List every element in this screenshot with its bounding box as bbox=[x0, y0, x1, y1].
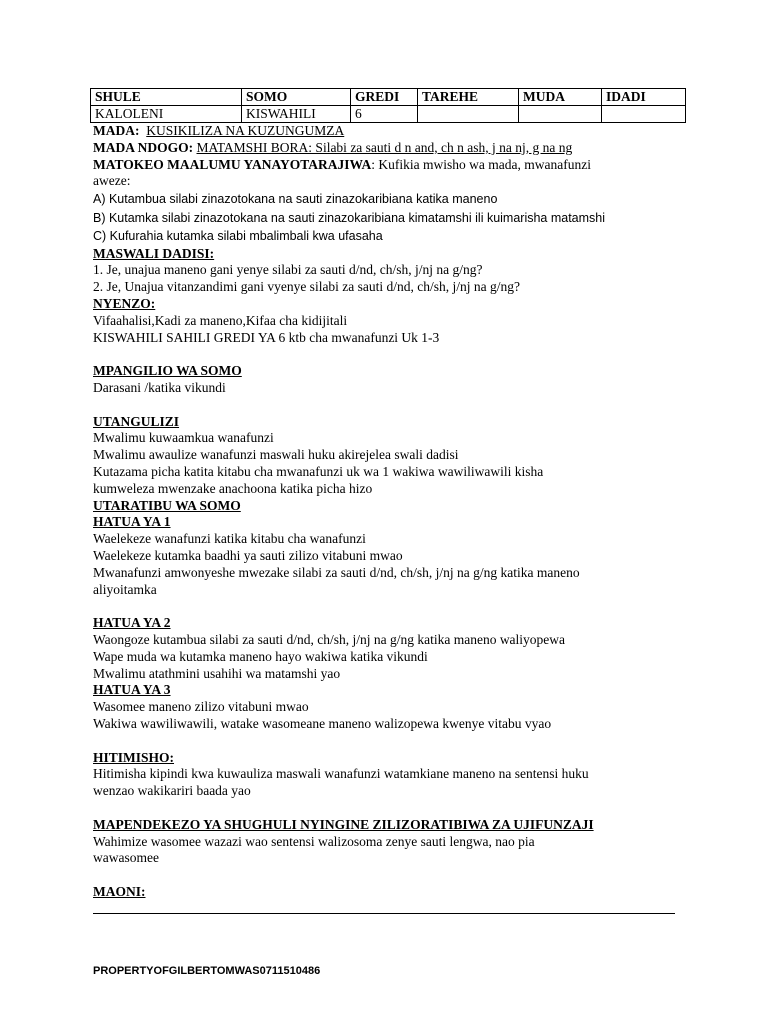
hatua-3-heading: HATUA YA 3 bbox=[93, 682, 171, 698]
value-idadi bbox=[602, 106, 686, 123]
matokeo-label: MATOKEO MAALUMU YANAYOTARAJIWA bbox=[93, 156, 372, 172]
mada-value: KUSIKILIZA NA KUZUNGUMZA bbox=[146, 123, 345, 138]
value-muda bbox=[519, 106, 602, 123]
utangulizi-line-3: Kutazama picha katita kitabu cha mwanafunzi uk wa 1 wakiwa wawiliwawili kisha bbox=[93, 464, 544, 480]
hatua-1-line-3: Mwanafunzi amwonyeshe mwezake silabi za sauti d/nd, ch/sh, j/nj na g/ng katika maneno bbox=[93, 564, 580, 580]
nyenzo-heading: NYENZO: bbox=[93, 296, 156, 312]
mpangilio-heading: MPANGILIO WA SOMO bbox=[93, 363, 242, 379]
spacer bbox=[93, 867, 675, 884]
mada-line bbox=[93, 123, 675, 140]
value-shule: KALOLENI bbox=[91, 106, 242, 123]
nyenzo-line-2: KISWAHILI SAHILI GREDI YA 6 ktb cha mwanafunzi Uk 1-3 bbox=[93, 329, 440, 345]
col-muda: MUDA bbox=[519, 89, 602, 106]
spacer bbox=[93, 598, 675, 615]
maswali-heading: MASWALI DADISI: bbox=[93, 245, 215, 261]
col-gredi: GREDI bbox=[351, 89, 418, 106]
hatua-2-line-3: Mwalimu atathmini usahihi wa matamshi yao bbox=[93, 665, 341, 681]
spacer bbox=[93, 397, 675, 414]
maoni-heading: MAONI: bbox=[93, 883, 146, 899]
hatua-2-line-2: Wape muda wa kutamka maneno hayo wakiwa katika vikundi bbox=[93, 648, 428, 664]
utaratibu-heading: UTARATIBU WA SOMO bbox=[93, 497, 241, 513]
mpangilio-line-1: Darasani /katika vikundi bbox=[93, 380, 226, 396]
hatua-3-line-2: Wakiwa wawiliwawili, watake wasomeane maneno walizopewa kwenye vitabu vyao bbox=[93, 716, 552, 731]
spacer bbox=[93, 800, 675, 817]
hatua-1-line-1: Waelekeze wanafunzi katika kitabu cha wanafunzi bbox=[93, 531, 366, 547]
hatua-1-line-2: Waelekeze kutamka baadhi ya sauti zilizo vitabuni mwao bbox=[93, 548, 403, 564]
matokeo-intro-2: aweze: bbox=[93, 173, 131, 189]
maswali-item-1: 1. Je, unajua maneno gani yenye silabi za sauti d/nd, ch/sh, j/nj na g/ng? bbox=[93, 262, 483, 278]
hatua-3-line-1: Wasomee maneno zilizo vitabuni mwao bbox=[93, 699, 309, 715]
maswali-item-2: 2. Je, Unajua vitanzandimi gani vyenye silabi za sauti d/nd, ch/sh, j/nj na g/ng? bbox=[93, 279, 521, 295]
nyenzo-line-1: Vifaahalisi,Kadi za maneno,Kifaa cha kidijitali bbox=[93, 312, 348, 328]
hitimisho-line-1: Hitimisha kipindi kwa kuwauliza maswali wanafunzi watamkiane maneno na sentensi huku bbox=[93, 766, 589, 782]
utangulizi-line-1: Mwalimu kuwaamkua wanafunzi bbox=[93, 430, 274, 446]
header-table-columns bbox=[91, 89, 686, 106]
value-somo: KISWAHILI bbox=[242, 106, 351, 123]
col-idadi: IDADI bbox=[602, 89, 686, 106]
col-tarehe: TAREHE bbox=[418, 89, 519, 106]
hatua-1-line-4: aliyoitamka bbox=[93, 581, 157, 597]
header-table bbox=[90, 88, 686, 123]
mapendekezo-heading: MAPENDEKEZO YA SHUGHULI NYINGINE ZILIZORATIBIWA ZA UJIFUNZAJI bbox=[93, 816, 594, 832]
value-gredi: 6 bbox=[351, 106, 418, 123]
mada-ndogo-label: MADA NDOGO: bbox=[93, 139, 194, 155]
lesson-plan-page bbox=[93, 88, 675, 914]
header-table-values bbox=[91, 106, 686, 123]
hitimisho-heading: HITIMISHO: bbox=[93, 749, 175, 765]
mada-ndogo-line bbox=[93, 140, 675, 157]
col-somo: SOMO bbox=[242, 89, 351, 106]
mada-ndogo-value: MATAMSHI BORA: Silabi za sauti d n and, ch n ash, j na nj, g na ng bbox=[196, 139, 573, 155]
hatua-2-line-1: Waongoze kutambua silabi za sauti d/nd, ch/sh, j/nj na g/ng katika maneno waliyopewa bbox=[93, 632, 566, 648]
footer-property: PROPERTYOFGILBERTOMWAS0711510486 bbox=[93, 965, 321, 977]
hitimisho-line-2: wenzao wakikariri baada yao bbox=[93, 783, 251, 799]
hatua-1-heading: HATUA YA 1 bbox=[93, 514, 171, 530]
hatua-2-heading: HATUA YA 2 bbox=[93, 615, 171, 631]
matokeo-item-a: A) Kutambua silabi zinazotokana na sauti zinazokaribiana katika maneno bbox=[93, 192, 498, 207]
value-tarehe bbox=[418, 106, 519, 123]
utangulizi-heading: UTANGULIZI bbox=[93, 413, 180, 429]
matokeo-line bbox=[93, 157, 675, 174]
spacer bbox=[93, 346, 675, 363]
utangulizi-line-4: kumweleza mwenzake anachoona katika picha hizo bbox=[93, 480, 373, 496]
mapendekezo-line-1: Wahimize wasomee wazazi wao sentensi walizosoma zenye sauti lengwa, nao pia bbox=[93, 833, 535, 849]
matokeo-item-c: C) Kufurahia kutamka silabi mbalimbali kwa ufasaha bbox=[93, 229, 383, 244]
mapendekezo-line-2: wawasomee bbox=[93, 850, 159, 866]
utangulizi-line-2: Mwalimu awaulize wanafunzi maswali huku akirejelea swali dadisi bbox=[93, 447, 459, 463]
col-shule: SHULE bbox=[91, 89, 242, 106]
matokeo-item-b: B) Kutamka silabi zinazotokana na sauti zinazokaribiana kimatamshi ili kuimarisha matamshi bbox=[93, 210, 606, 225]
matokeo-intro: : Kufikia mwisho wa mada, mwanafunzi bbox=[371, 156, 591, 172]
spacer bbox=[93, 733, 675, 750]
maoni-rule bbox=[93, 901, 675, 914]
mada-label: MADA: bbox=[93, 123, 140, 138]
